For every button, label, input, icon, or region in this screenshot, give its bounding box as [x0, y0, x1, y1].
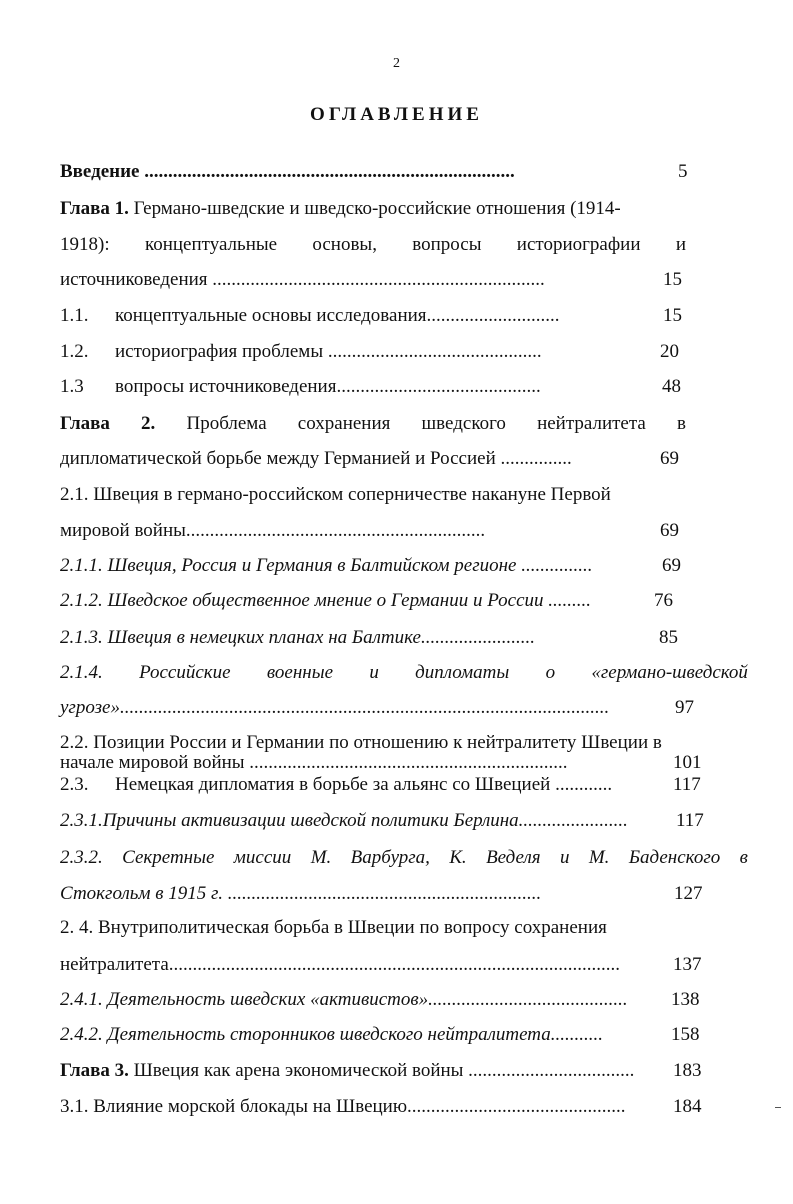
toc-2-3-2-line2: Стокгольм в 1915 г. .................................................................. [60, 883, 542, 904]
toc-2-1-4-word: военные [266, 662, 334, 683]
toc-2-1-4-page: 97 [675, 697, 694, 718]
toc-2-3-1-page: 117 [676, 810, 704, 831]
toc-2-4-1-page: 138 [671, 989, 700, 1010]
toc-2-1-4-word: 2.1.4. [60, 662, 103, 683]
toc-ch1-line3: источниковедения ...................................................................... [60, 269, 545, 290]
toc-ch1-label: Глава 1. [60, 198, 129, 219]
toc-2-3-num: 2.3. [60, 774, 89, 795]
toc-2-4-line1: 2. 4. Внутриполитическая борьба в Швеции по вопросу сохранения [60, 917, 607, 938]
toc-2-4-2-text: 2.4.2. Деятельность сторонников шведского нейтралитета........... [60, 1024, 604, 1045]
toc-2-3-2-word: 2.3.2. [60, 847, 103, 868]
toc-ch1-page: 15 [663, 269, 682, 290]
toc-2-1-4-line1 [60, 662, 748, 684]
toc-ch1-word: и [675, 234, 686, 255]
toc-2-2-page: 101 [673, 752, 702, 773]
toc-entry-2-3 [60, 774, 612, 796]
toc-ch2-word: Проблема [186, 413, 267, 434]
toc-2-1-line2: мировой войны............................................................... [60, 520, 486, 541]
toc-2-1-page: 69 [660, 520, 679, 541]
toc-2-3-1-text: 2.3.1.Причины активизации шведской политики Берлина....................... [60, 810, 628, 831]
toc-2-3-2-word: Варбурга, [350, 847, 430, 868]
toc-ch2-word: сохранения [297, 413, 391, 434]
toc-1-2-page: 20 [660, 341, 679, 362]
toc-ch3-text: Швеция как арена экономической войны ................................... [133, 1060, 635, 1081]
toc-2-1-line1: 2.1. Швеция в германо-российском соперничестве накануне Первой [60, 484, 611, 505]
toc-1-2-num: 1.2. [60, 341, 89, 362]
toc-2-3-text: Немецкая дипломатия в борьбе за альянс со Швецией ............ [115, 774, 613, 795]
toc-ch2-word: нейтралитета [537, 413, 646, 434]
toc-1-1-text: концептуальные основы исследования............................ [115, 305, 560, 326]
toc-intro-page: 5 [678, 161, 688, 182]
toc-2-1-1-page: 69 [662, 555, 681, 576]
toc-2-1-4-word: дипломаты [415, 662, 510, 683]
toc-2-3-2-word: Баденского [628, 847, 721, 868]
toc-1-3-text: вопросы источниковедения........................................... [115, 376, 541, 397]
toc-ch1-word: 1918): [60, 234, 110, 255]
toc-2-3-2-word: Секретные [122, 847, 215, 868]
toc-ch1-word: вопросы [412, 234, 482, 255]
toc-3-1-text: 3.1. Влияние морской блокады на Швецию.............................................. [60, 1096, 626, 1117]
toc-2-3-2-word: М. [588, 847, 610, 868]
toc-2-1-3-page: 85 [659, 627, 678, 648]
toc-intro-dots: .............................................................................. [139, 161, 515, 182]
toc-2-4-page: 137 [673, 954, 702, 975]
toc-2-3-2-word: К. [449, 847, 467, 868]
toc-entry-chapter-3 [60, 1060, 634, 1082]
page-title: ОГЛАВЛЕНИЕ [310, 104, 483, 125]
toc-2-1-2-text: 2.1.2. Шведское общественное мнение о Германии и России ......... [60, 590, 591, 611]
toc-ch2-word: в [677, 413, 686, 434]
toc-1-3-page: 48 [662, 376, 681, 397]
toc-ch3-page: 183 [673, 1060, 702, 1081]
toc-2-3-2-word: М. [310, 847, 332, 868]
toc-2-3-2-line1 [60, 847, 748, 869]
toc-ch1-line1: Германо-шведские и шведско-российские отношения (1914- [133, 198, 621, 219]
toc-2-3-2-word: миссии [233, 847, 292, 868]
toc-2-1-2-page: 76 [654, 590, 673, 611]
toc-ch2-word: Глава [60, 413, 110, 434]
toc-2-3-2-word: и [559, 847, 570, 868]
toc-2-1-4-word: Российские [139, 662, 231, 683]
toc-2-3-2-word: в [739, 847, 748, 868]
toc-2-3-page: 117 [673, 774, 701, 795]
toc-2-1-4-word: «германо-шведской [591, 662, 748, 683]
page-number: 2 [393, 56, 400, 71]
toc-2-1-4-word: и [369, 662, 379, 683]
scan-mark [775, 1107, 781, 1108]
toc-ch3-label: Глава 3. [60, 1060, 129, 1081]
toc-ch1-word: историографии [516, 234, 641, 255]
toc-entry-1-3 [60, 376, 541, 398]
toc-2-4-1-text: 2.4.1. Деятельность шведских «активистов».......................................... [60, 989, 628, 1010]
toc-entry-chapter-1 [60, 198, 621, 220]
toc-intro-label: Введение [60, 161, 140, 182]
toc-2-3-2-page: 127 [674, 883, 703, 904]
toc-2-2-line2: начале мировой войны ................................................................... [60, 752, 568, 773]
toc-entry-1-1 [60, 305, 560, 327]
toc-1-2-text: историография проблемы ............................................. [115, 341, 542, 362]
toc-ch2-line2: дипломатической борьбе между Германией и Россией ............... [60, 448, 572, 469]
toc-ch1-line2 [60, 234, 686, 256]
toc-entry-intro [60, 161, 515, 183]
toc-2-2-line1: 2.2. Позиции России и Германии по отношению к нейтралитету Швеции в [60, 732, 662, 753]
toc-ch1-word: концептуальные [144, 234, 278, 255]
toc-1-1-page: 15 [663, 305, 682, 326]
toc-2-1-1-text: 2.1.1. Швеция, Россия и Германия в Балтийском регионе ............... [60, 555, 593, 576]
toc-ch1-word: основы, [312, 234, 377, 255]
toc-entry-1-2 [60, 341, 542, 363]
toc-1-3-num: 1.3 [60, 376, 84, 397]
toc-2-1-4-word: о [545, 662, 556, 683]
toc-2-4-line2: нейтралитета............................................................................................... [60, 954, 621, 975]
toc-3-1-page: 184 [673, 1096, 702, 1117]
toc-1-1-num: 1.1. [60, 305, 89, 326]
toc-2-1-3-text: 2.1.3. Швеция в немецких планах на Балтике........................ [60, 627, 535, 648]
toc-ch2-word: шведского [421, 413, 506, 434]
toc-ch2-line1 [60, 413, 686, 435]
toc-ch2-word: 2. [141, 413, 156, 434]
toc-2-4-2-page: 158 [671, 1024, 700, 1045]
toc-2-3-2-word: Веделя [486, 847, 541, 868]
toc-2-1-4-line2: угрозе»....................................................................................................... [60, 697, 610, 718]
toc-ch2-page: 69 [660, 448, 679, 469]
